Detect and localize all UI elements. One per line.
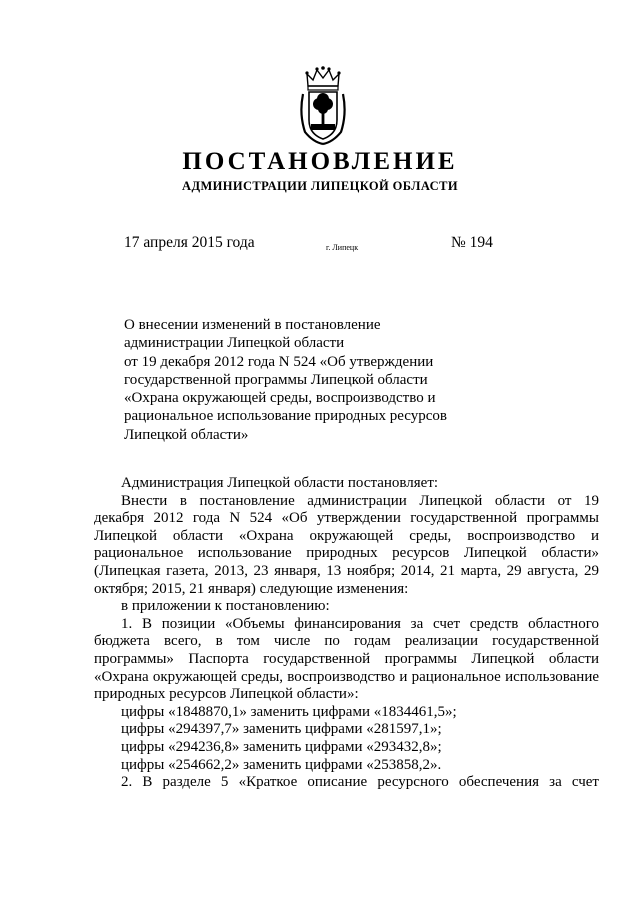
replacement-line: цифры «294236,8» заменить цифрами «293432,8»; [121, 738, 442, 755]
document-body [94, 475, 599, 792]
document-city: г. Липецк [326, 243, 359, 252]
subject-line: рациональное использование природных ресурсов [124, 408, 447, 425]
resolution-intro: Администрация Липецкой области постановляет: [121, 475, 439, 491]
coat-of-arms-icon [299, 64, 347, 146]
paragraph-1: декабря 2012 года N 524 «Об утверждении государственной программы Липецкой области «Охрана окружающей среды, воспроизводство и рациональное использование природных ресурсов Липецкой области» (Липецкая газета, 2013, 23 января, 13 ноября; 2014, 21 марта, 29 августа, 29 октября; 2015, 21 января) следующие изменения: [94, 510, 599, 597]
item-1: 1. В позиции «Объемы финансирования за счет средств областного бюджета всего, в том числе по годам реализации государственной программы» Паспорта государственной программы Липецкой области «Охрана окружающей среды, воспроизводство и рациональное использование природных ресурсов Липецкой области»: [94, 615, 599, 703]
subject-line: О внесении изменений в постановление [124, 317, 381, 333]
replacement-line: цифры «294397,7» заменить цифрами «281597,1»; [121, 721, 442, 738]
subject-line: «Охрана окружающей среды, воспроизводство и [124, 390, 436, 407]
document-title: ПОСТАНОВЛЕНИЕ [182, 148, 458, 175]
document-number: № 194 [451, 234, 493, 251]
subject-line: Липецкой области» [124, 426, 249, 443]
replacement-line: цифры «254662,2» заменить цифрами «253858,2». [121, 756, 442, 773]
appendix-line: в приложении к постановлению: [121, 598, 330, 615]
subject-line: от 19 декабря 2012 года N 524 «Об утверждении [124, 353, 434, 370]
paragraph-1-lead: Внести в постановление администрации Липецкой области от 19 [121, 492, 599, 509]
subject-line: администрации Липецкой области [124, 335, 345, 352]
document-subject [124, 316, 504, 444]
replacement-line: цифры «1848870,1» заменить цифрами «1834461,5»; [121, 703, 457, 720]
issuing-authority: АДМИНИСТРАЦИИ ЛИПЕЦКОЙ ОБЛАСТИ [182, 179, 458, 193]
subject-line: государственной программы Липецкой области [124, 371, 428, 388]
document-date: 17 апреля 2015 года [124, 234, 255, 251]
item-2: 2. В разделе 5 «Краткое описание ресурсного обеспечения за счет [121, 774, 599, 791]
